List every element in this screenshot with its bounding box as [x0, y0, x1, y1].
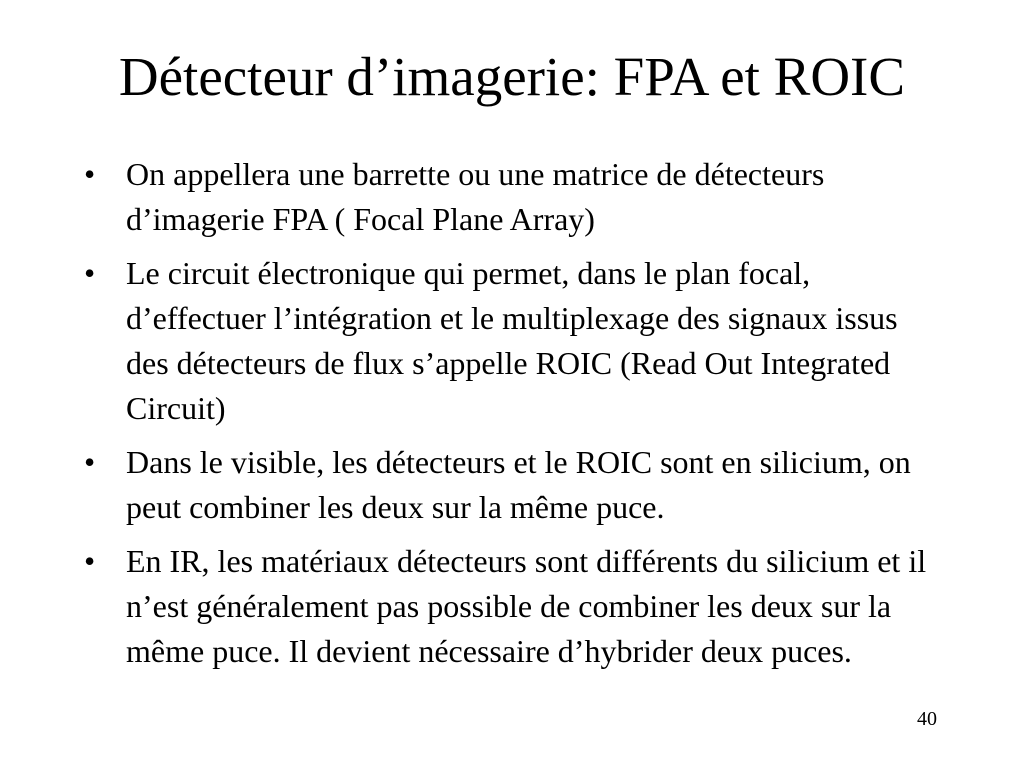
bullet-list [84, 152, 934, 683]
slide-title: Détecteur d’imagerie: FPA et ROIC [118, 46, 906, 107]
slide-number: 40 [917, 708, 937, 730]
bullet-text: On appellera une barrette ou une matrice de détecteurs d’imagerie FPA ( Focal Plane Array) [126, 156, 825, 237]
bullet-text: Le circuit électronique qui permet, dans le plan focal, d’effectuer l’intégration et le multiplexage des signaux issus des détecteurs de flux s’appelle ROIC (Read Out Integrated Circuit) [126, 255, 898, 426]
bullet-item [84, 152, 934, 242]
bullet-icon: • [84, 255, 96, 291]
bullet-icon: • [84, 543, 96, 579]
bullet-item [84, 539, 934, 674]
bullet-text: Dans le visible, les détecteurs et le ROIC sont en silicium, on peut combiner les deux sur la même puce. [126, 444, 911, 525]
bullet-item [84, 440, 934, 530]
bullet-icon: • [84, 156, 96, 192]
bullet-item [84, 251, 934, 431]
bullet-text: En IR, les matériaux détecteurs sont différents du silicium et il n’est généralement pas possible de combiner les deux sur la même puce. Il devient nécessaire d’hybrider deux puces. [126, 543, 927, 669]
bullet-icon: • [84, 444, 96, 480]
